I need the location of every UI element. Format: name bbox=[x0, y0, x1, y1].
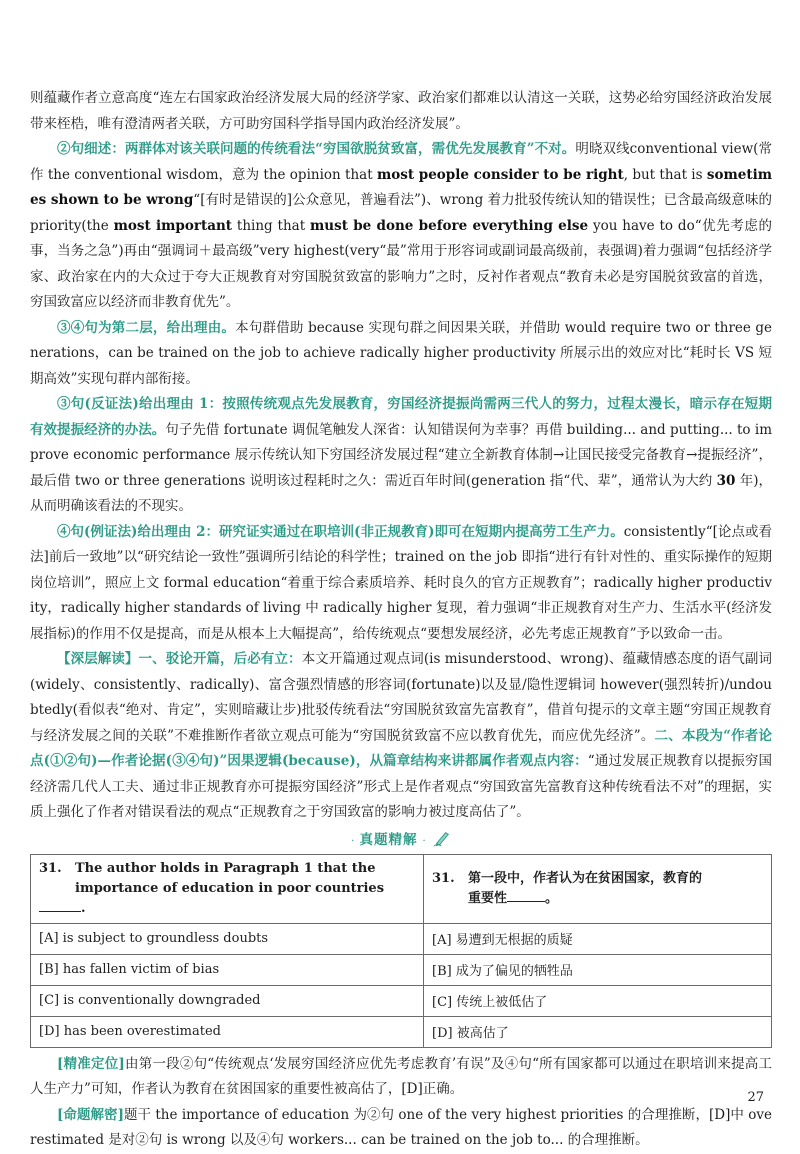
bullet-dot: · bbox=[351, 835, 355, 847]
option-b-cn: [B] 成为了偏见的牺牲品 bbox=[424, 954, 772, 985]
text-run: “通过发展正规教育以提振穷国经济需几代人工夫、通过非正规教育亦可提振穷国经济”形式上是作者观点“穷国致富先富教育这种传统看法不对”的理据，实质上强化了作者对错误看法的观点“正规教育之于穷国致富的影响力被过度高估了”。 bbox=[30, 753, 773, 820]
stem-text: 第一段中，作者认为在贫困国家，教育的 bbox=[468, 870, 703, 886]
sentence-2-heading: ②句细述：两群体对该关联问题的传统看法“穷国欲脱贫致富，需优先发展教育”不对。 bbox=[57, 141, 576, 157]
page-number: 27 bbox=[747, 1090, 764, 1105]
paragraph-sentence-4 bbox=[30, 520, 772, 648]
pen-icon bbox=[433, 829, 451, 847]
sentence-3-heading: ③句(反证法)给出理由 1：按照传统观点先发展教育，穷国经济提振尚需两三代人的努力，过程太漫长，暗示存在短期有效提振经济的办法。 bbox=[30, 396, 772, 438]
bold-run: most people consider to be right bbox=[376, 166, 624, 183]
deep-analysis-heading: 【深层解读】一、驳论开篇，后必有立： bbox=[57, 651, 302, 667]
paragraph-sentences-3-4 bbox=[30, 316, 772, 393]
option-a-cn: [A] 易遭到无根据的质疑 bbox=[424, 923, 772, 954]
option-row-c bbox=[31, 985, 772, 1016]
option-row-d bbox=[31, 1016, 772, 1047]
text-run: , but that is bbox=[623, 166, 707, 183]
paragraph-deep-analysis bbox=[30, 647, 772, 826]
paragraph-intro: 则蕴藏作者立意高度“连左右国家政治经济发展大局的经济学家、政治家们都难以认清这一关联，这势必给穷国经济政治发展带来桎梏，唯有澄清两者关联，方可助穷国科学指导国内政治经济发展”。 bbox=[30, 90, 772, 132]
text-run: 句子先借 fortunate 调侃笔触发人深省：认知错误何为幸事？再借 building... and putting... to improve economic performance 展示传统认知下穷国经济发展过程“建立全新教育体制→让国民接受完备教育→提振经济”，最后借 two or three generations 说明该过程耗时之久：需近百年时间(generation 指“代、辈”，通常认为大约 bbox=[30, 421, 772, 489]
paragraph-question-analysis bbox=[30, 1103, 772, 1154]
section-heading bbox=[30, 828, 772, 850]
paragraph-sentence-2 bbox=[30, 137, 772, 316]
question-number: 31. bbox=[39, 860, 62, 876]
question-stem-row bbox=[31, 854, 772, 923]
option-c-cn: [C] 传统上被低估了 bbox=[424, 985, 772, 1016]
text-run: 本句群借助 because 实现句群之间因果关联，并借助 would require two or three generations，can be trained on the job to achieve radically higher productivity 所展示出的效应对比“耗时长 VS 短期高效”实现句群内部衔接。 bbox=[30, 319, 772, 387]
option-a-en: [A] is subject to groundless doubts bbox=[31, 923, 424, 954]
bullet-dot: · bbox=[422, 835, 426, 847]
text-run: thing that bbox=[232, 217, 311, 234]
text-run: 题干 the importance of education 为②句 one of the very highest priorities 的合理推断，[D]中 overestimated 是对②句 is wrong 以及④句 workers... can be trained on the job to... 的合理推断。 bbox=[30, 1106, 772, 1148]
question-number: 31. bbox=[432, 870, 455, 886]
text-run: 由第一段②句“传统观点‘发展穷国经济应优先考虑教育’有误”及④句“所有国家都可以通过在职培训来提高工人生产力”可知，作者认为教育在贫困国家的重要性被高估了，[D]正确。 bbox=[30, 1055, 772, 1097]
option-c-en: [C] is conventionally downgraded bbox=[31, 985, 424, 1016]
text-run: “[有时是错误的]公众意见，普遍看法”)、wrong 着力批驳传统认知的错误性；已含最高级意味的 priority(the bbox=[30, 192, 772, 234]
stem-text: . bbox=[81, 900, 86, 916]
answer-blank bbox=[507, 889, 545, 902]
stem-text: 重要性 bbox=[468, 890, 508, 906]
stem-line bbox=[432, 869, 763, 889]
stem-text: importance of education in poor countries bbox=[75, 880, 385, 896]
option-row-b bbox=[31, 954, 772, 985]
bold-run: 30 bbox=[716, 472, 736, 489]
text-run: 本文开篇通过观点词(is misunderstood、wrong)、蕴藏情感态度的语气副词(widely、consistently、radically)、富含强烈情感的形容词(fortunate)以及显/隐性逻辑词 however(强烈转折)/undoubtedly(看似表“绝对、肯定”，实则暗藏让步)批驳传统看法“穷国脱贫致富先富教育”，借首句提示的文章主题“穷国正规教育与经济发展之间的关联”不难推断作者欲立观点可能为“穷国脱贫致富不应以教育优先，而应优先经济”。 bbox=[30, 651, 772, 744]
bold-run: most important bbox=[113, 217, 233, 234]
paragraph-precise-location bbox=[30, 1052, 772, 1103]
text-run: consistently“[论点或看法]前后一致地”以“研究结论一致性”强调所引结论的科学性；trained on the job 即指“进行有针对性的、重实际操作的短期岗位培训”，照应上文 formal education“着重于综合素质培养、耗时良久的官方正规教育”；radically higher productivity，radically higher standards of living 中 radically higher 复现，着力强调“非正规教育对生产力、生活水平(经济发展指标)的作用不仅是提高，而是从根本上大幅提高”，给传统观点“要想发展经济，必先考虑正规教育”予以致命一击。 bbox=[30, 523, 772, 642]
paragraph-sentence-3 bbox=[30, 392, 772, 520]
sentences-3-4-heading: ③④句为第二层，给出理由。 bbox=[57, 319, 236, 336]
stem-line bbox=[432, 889, 763, 909]
deep-analysis-heading-2: 二、本段为“作者论点(①②句)—作者论据(③④句)”因果逻辑(because)，从篇章结构来讲都属作者观点内容： bbox=[30, 727, 772, 769]
question-analysis-label: [命题解密] bbox=[57, 1106, 124, 1123]
bold-run: sometimes shown to be wrong bbox=[30, 166, 772, 208]
stem-text: The author holds in Paragraph 1 that the bbox=[75, 860, 376, 876]
option-b-en: [B] has fallen victim of bias bbox=[31, 954, 424, 985]
stem-line bbox=[39, 879, 415, 919]
text-run: 明晓双线conventional view(常作 the conventional wisdom，意为 the opinion that bbox=[30, 141, 773, 183]
text-run: you have to do“优先考虑的事，当务之急”)再由“强调词＋最高级”very highest(very“最”常用于形容词或副词最高级前，表强调)着力强调“包括经济学家、政治家在内的大众过于夸大正规教育对穷国脱贫致富的影响力”之时，反衬作者观点“教育未必是穷国脱贫致富的首选，穷国致富应以经济而非教育优先”。 bbox=[30, 217, 772, 310]
answer-blank bbox=[39, 899, 81, 912]
question-stem-cn bbox=[424, 854, 772, 923]
option-d-en: [D] has been overestimated bbox=[31, 1016, 424, 1047]
text-run: 年)，从而明确该看法的不现实。 bbox=[30, 472, 772, 514]
bold-run: must be done before everything else bbox=[310, 217, 589, 234]
sentence-4-heading: ④句(例证法)给出理由 2：研究证实通过在职培训(非正规教育)即可在短期内提高劳工生产力。 bbox=[57, 523, 624, 540]
option-d-cn: [D] 被高估了 bbox=[424, 1016, 772, 1047]
question-table bbox=[30, 854, 772, 1048]
stem-line bbox=[39, 859, 415, 879]
option-row-a bbox=[31, 923, 772, 954]
stem-text: 。 bbox=[545, 890, 559, 906]
question-stem-en bbox=[31, 854, 424, 923]
section-title: 真题精解 bbox=[359, 831, 418, 848]
precise-location-label: [精准定位] bbox=[57, 1055, 125, 1072]
